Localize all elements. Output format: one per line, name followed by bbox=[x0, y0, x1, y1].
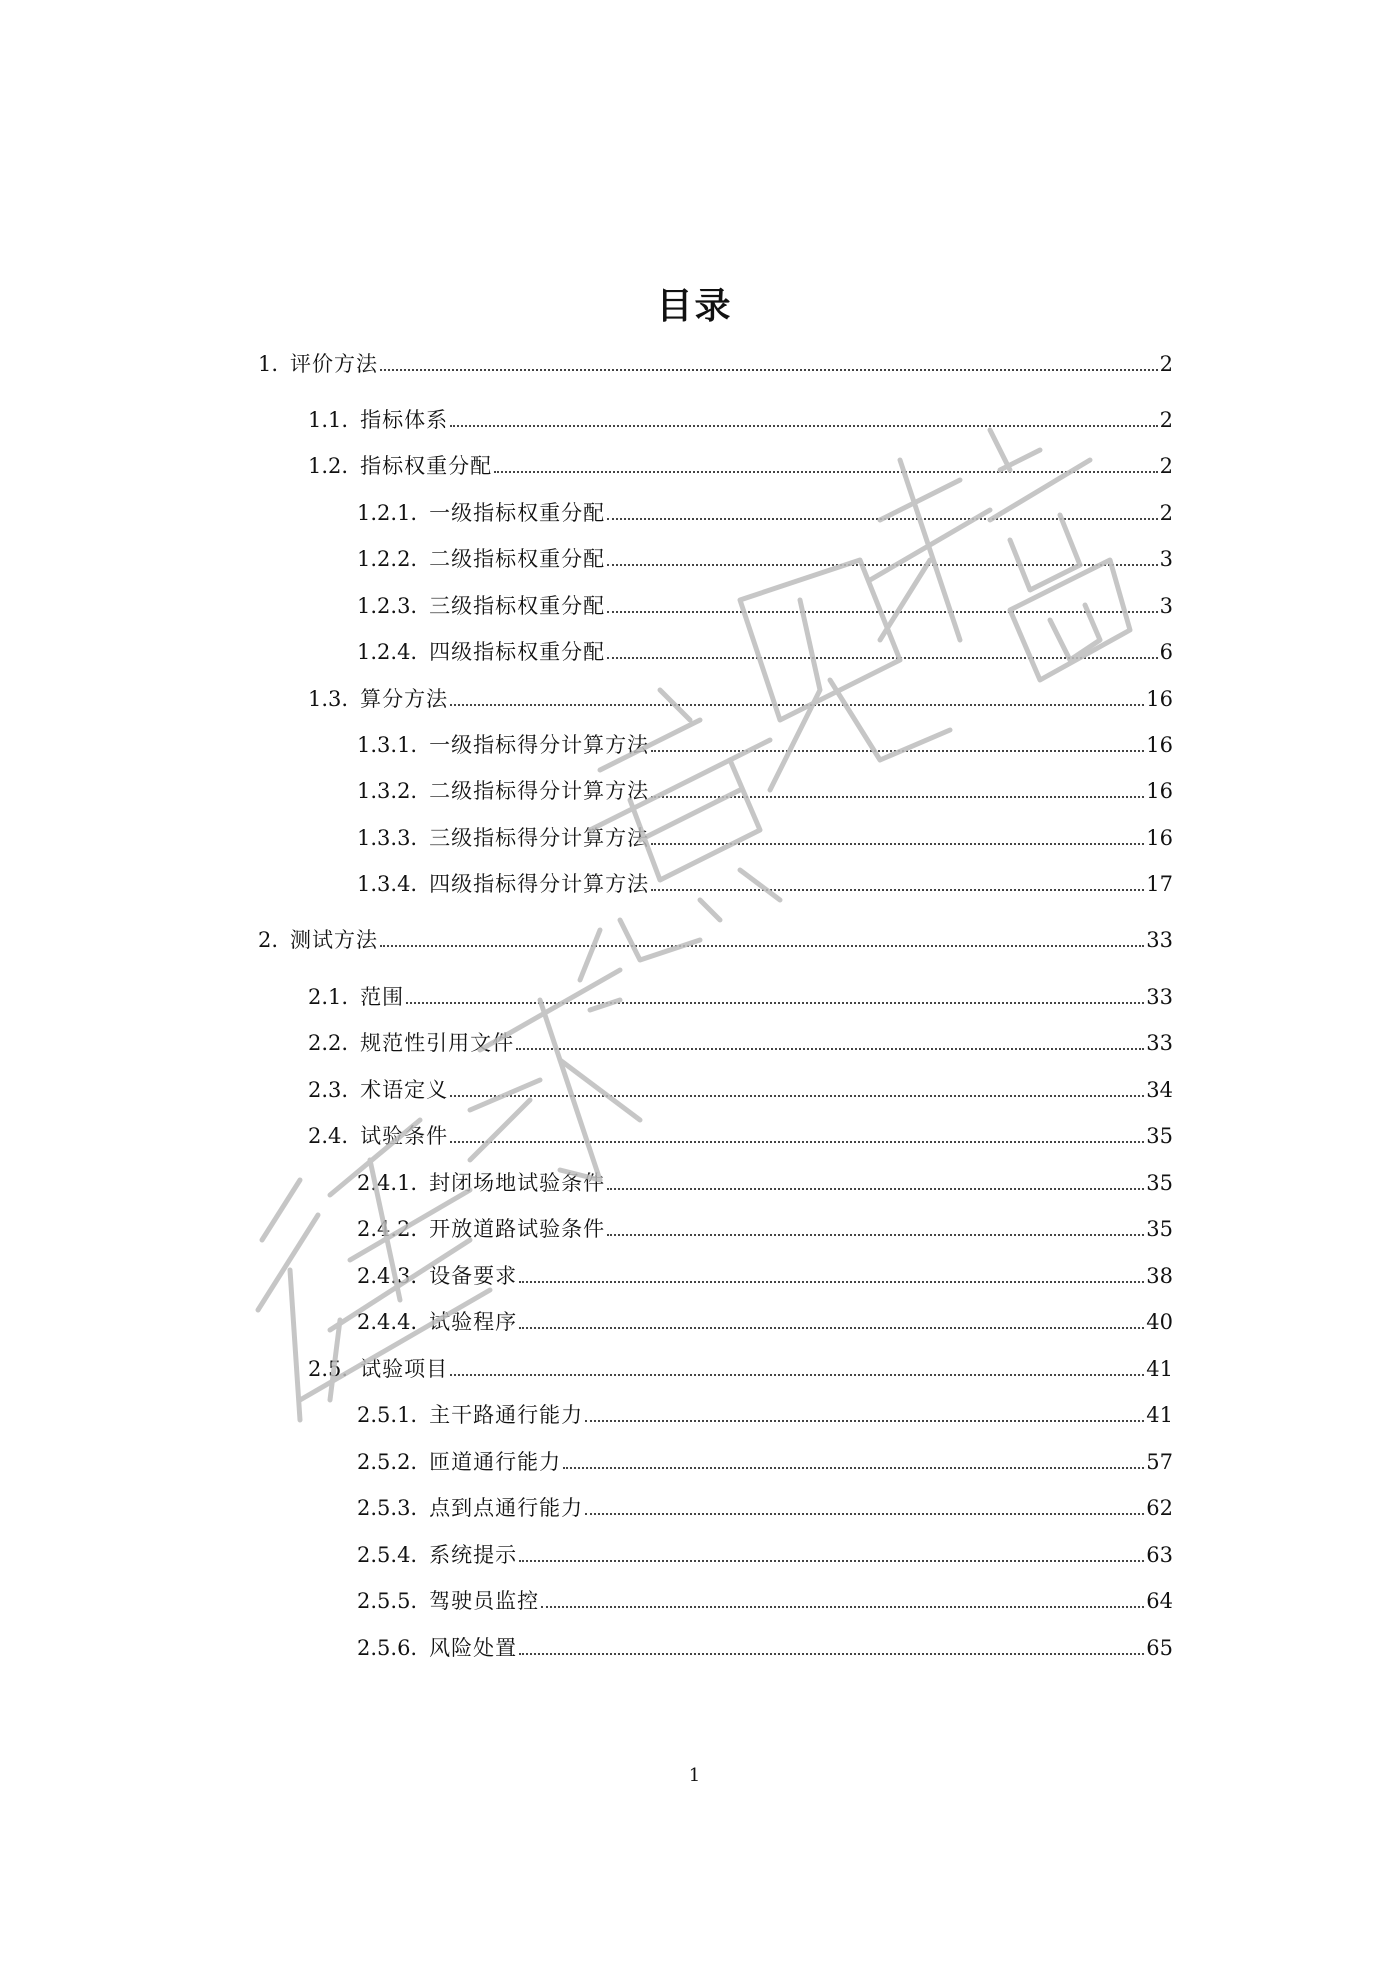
toc-dot-leader bbox=[541, 1606, 1144, 1608]
toc-entry bbox=[357, 1168, 1173, 1198]
toc-entry-page: 62 bbox=[1146, 1496, 1173, 1520]
toc-entry-title: 点到点通行能力 bbox=[429, 1496, 584, 1520]
toc-entry-title: 系统提示 bbox=[429, 1543, 518, 1567]
toc-entry-number: 1.2.2. bbox=[357, 547, 418, 571]
toc-dot-leader bbox=[651, 843, 1144, 845]
toc-dot-leader bbox=[519, 1281, 1144, 1283]
toc-dot-leader bbox=[585, 1420, 1144, 1422]
toc-entry-title: 规范性引用文件 bbox=[360, 1031, 515, 1055]
toc-entry bbox=[357, 1261, 1173, 1291]
toc-entry-title: 指标体系 bbox=[360, 408, 449, 432]
toc-entry-page: 2 bbox=[1159, 408, 1173, 432]
toc-entry-number: 2.4.3. bbox=[357, 1264, 418, 1288]
toc-entry-number: 2.4.1. bbox=[357, 1171, 418, 1195]
toc-entry-page: 35 bbox=[1146, 1171, 1173, 1195]
toc-entry-page: 35 bbox=[1146, 1124, 1173, 1148]
toc-dot-leader bbox=[607, 657, 1158, 659]
toc-entry-title: 驾驶员监控 bbox=[429, 1589, 540, 1613]
toc-entry-page: 33 bbox=[1146, 1031, 1173, 1055]
toc-entry bbox=[357, 1633, 1173, 1663]
toc-entry-number: 2.5.2. bbox=[357, 1450, 418, 1474]
toc-entry-number: 1.3.3. bbox=[357, 826, 418, 850]
toc-entry-number: 2.4.2. bbox=[357, 1217, 418, 1241]
toc-entry-number: 2.5.1. bbox=[357, 1403, 418, 1427]
toc-entry bbox=[357, 776, 1173, 806]
toc-entry-number: 1.2. bbox=[308, 454, 349, 478]
toc-entry-number: 2.3. bbox=[308, 1078, 349, 1102]
toc-dot-leader bbox=[450, 425, 1158, 427]
toc-entry-number: 1.3.4. bbox=[357, 872, 418, 896]
toc-entry-title: 匝道通行能力 bbox=[429, 1450, 562, 1474]
toc-entry bbox=[357, 1307, 1173, 1337]
toc-entry-page: 16 bbox=[1146, 733, 1173, 757]
toc-entry bbox=[357, 544, 1173, 574]
toc-dot-leader bbox=[450, 1141, 1144, 1143]
toc-dot-leader bbox=[494, 471, 1158, 473]
toc-entry-page: 65 bbox=[1146, 1636, 1173, 1660]
toc-entry-page: 33 bbox=[1146, 928, 1173, 952]
toc-entry-page: 2 bbox=[1159, 501, 1173, 525]
toc-entry-title: 设备要求 bbox=[429, 1264, 518, 1288]
toc-entry-page: 16 bbox=[1146, 687, 1173, 711]
toc-dot-leader bbox=[651, 750, 1144, 752]
toc-entry bbox=[258, 925, 1173, 955]
toc-entry-number: 2. bbox=[258, 928, 279, 952]
toc-dot-leader bbox=[406, 1002, 1144, 1004]
toc-entry-page: 34 bbox=[1146, 1078, 1173, 1102]
toc-entry-title: 试验程序 bbox=[429, 1310, 518, 1334]
toc-entry-number: 1.2.3. bbox=[357, 594, 418, 618]
toc-entry-title: 封闭场地试验条件 bbox=[429, 1171, 606, 1195]
toc-entry-page: 6 bbox=[1159, 640, 1173, 664]
toc-dot-leader bbox=[380, 369, 1158, 371]
toc-entry-page: 64 bbox=[1146, 1589, 1173, 1613]
toc-entry-page: 38 bbox=[1146, 1264, 1173, 1288]
toc-entry bbox=[258, 349, 1173, 379]
toc-entry-page: 33 bbox=[1146, 985, 1173, 1009]
toc-entry-number: 2.4.4. bbox=[357, 1310, 418, 1334]
toc-entry bbox=[308, 405, 1173, 435]
toc-entry-number: 2.1. bbox=[308, 985, 349, 1009]
toc-entry-number: 2.5.4. bbox=[357, 1543, 418, 1567]
toc-entry bbox=[308, 982, 1173, 1012]
toc-entry-page: 2 bbox=[1159, 454, 1173, 478]
toc-entry-number: 2.4. bbox=[308, 1124, 349, 1148]
toc-entry-title: 四级指标得分计算方法 bbox=[429, 872, 650, 896]
page-title: 目录 bbox=[656, 286, 733, 327]
toc-entry-page: 41 bbox=[1146, 1403, 1173, 1427]
toc-entry bbox=[308, 684, 1173, 714]
toc-dot-leader bbox=[585, 1513, 1144, 1515]
toc-entry bbox=[308, 451, 1173, 481]
toc-entry-number: 1.3.1. bbox=[357, 733, 418, 757]
toc-entry-title: 试验条件 bbox=[360, 1124, 449, 1148]
toc-dot-leader bbox=[563, 1467, 1144, 1469]
toc-dot-leader bbox=[380, 945, 1144, 947]
toc-dot-leader bbox=[607, 611, 1158, 613]
toc-dot-leader bbox=[516, 1048, 1144, 1050]
toc-entry bbox=[357, 637, 1173, 667]
toc-entry-title: 术语定义 bbox=[360, 1078, 449, 1102]
toc-entry-page: 3 bbox=[1159, 547, 1173, 571]
toc-entry bbox=[357, 1400, 1173, 1430]
toc-entry-number: 1.2.1. bbox=[357, 501, 418, 525]
toc-dot-leader bbox=[519, 1327, 1144, 1329]
toc-entry bbox=[308, 1354, 1173, 1384]
toc-dot-leader bbox=[607, 1188, 1144, 1190]
toc-entry-title: 主干路通行能力 bbox=[429, 1403, 584, 1427]
toc-dot-leader bbox=[651, 796, 1144, 798]
toc-entry-number: 1. bbox=[258, 352, 279, 376]
toc-entry-title: 算分方法 bbox=[360, 687, 449, 711]
toc-entry-number: 2.5.3. bbox=[357, 1496, 418, 1520]
toc-entry-number: 1.3.2. bbox=[357, 779, 418, 803]
toc-entry bbox=[357, 1447, 1173, 1477]
toc-entry bbox=[357, 591, 1173, 621]
toc-entry-page: 57 bbox=[1146, 1450, 1173, 1474]
toc-dot-leader bbox=[519, 1653, 1144, 1655]
toc-entry-title: 试验项目 bbox=[360, 1357, 449, 1381]
toc-entry bbox=[308, 1075, 1173, 1105]
toc-entry-title: 一级指标得分计算方法 bbox=[429, 733, 650, 757]
toc-entry-title: 测试方法 bbox=[290, 928, 379, 952]
toc-entry-title: 范围 bbox=[360, 985, 405, 1009]
toc-entry-title: 三级指标权重分配 bbox=[429, 594, 606, 618]
toc-entry-title: 四级指标权重分配 bbox=[429, 640, 606, 664]
toc-entry-title: 二级指标权重分配 bbox=[429, 547, 606, 571]
toc-entry-number: 2.5.5. bbox=[357, 1589, 418, 1613]
toc-entry-title: 开放道路试验条件 bbox=[429, 1217, 606, 1241]
toc-dot-leader bbox=[607, 518, 1158, 520]
page-number: 1 bbox=[688, 1765, 701, 1786]
toc-entry-title: 指标权重分配 bbox=[360, 454, 493, 478]
toc-entry-page: 41 bbox=[1146, 1357, 1173, 1381]
toc-entry-number: 2.5.6. bbox=[357, 1636, 418, 1660]
toc-entry bbox=[357, 869, 1173, 899]
toc-entry bbox=[357, 498, 1173, 528]
toc-entry bbox=[357, 730, 1173, 760]
toc-entry bbox=[357, 1586, 1173, 1616]
toc-entry-title: 评价方法 bbox=[290, 352, 379, 376]
toc-entry-page: 63 bbox=[1146, 1543, 1173, 1567]
toc-entry bbox=[357, 823, 1173, 853]
toc-entry-page: 3 bbox=[1159, 594, 1173, 618]
toc-dot-leader bbox=[519, 1560, 1144, 1562]
toc-dot-leader bbox=[450, 704, 1144, 706]
toc-dot-leader bbox=[450, 1095, 1144, 1097]
toc-entry-number: 1.2.4. bbox=[357, 640, 418, 664]
toc-entry bbox=[357, 1493, 1173, 1523]
toc-entry bbox=[357, 1214, 1173, 1244]
toc-entry-title: 一级指标权重分配 bbox=[429, 501, 606, 525]
toc-dot-leader bbox=[651, 889, 1144, 891]
toc-entry-page: 35 bbox=[1146, 1217, 1173, 1241]
toc-entry-page: 16 bbox=[1146, 779, 1173, 803]
toc-entry-page: 16 bbox=[1146, 826, 1173, 850]
toc-entry bbox=[308, 1121, 1173, 1151]
toc-entry-page: 40 bbox=[1146, 1310, 1173, 1334]
toc-entry-number: 2.2. bbox=[308, 1031, 349, 1055]
toc-entry-page: 2 bbox=[1159, 352, 1173, 376]
toc-entry-title: 二级指标得分计算方法 bbox=[429, 779, 650, 803]
toc-dot-leader bbox=[450, 1374, 1144, 1376]
toc-entry-number: 1.3. bbox=[308, 687, 349, 711]
toc-dot-leader bbox=[607, 564, 1158, 566]
toc-entry-title: 风险处置 bbox=[429, 1636, 518, 1660]
toc-entry-title: 三级指标得分计算方法 bbox=[429, 826, 650, 850]
toc-entry-page: 17 bbox=[1146, 872, 1173, 896]
toc-entry-number: 2.5. bbox=[308, 1357, 349, 1381]
toc-entry-number: 1.1. bbox=[308, 408, 349, 432]
toc-entry bbox=[357, 1540, 1173, 1570]
toc-entry bbox=[308, 1028, 1173, 1058]
toc-dot-leader bbox=[607, 1234, 1144, 1236]
